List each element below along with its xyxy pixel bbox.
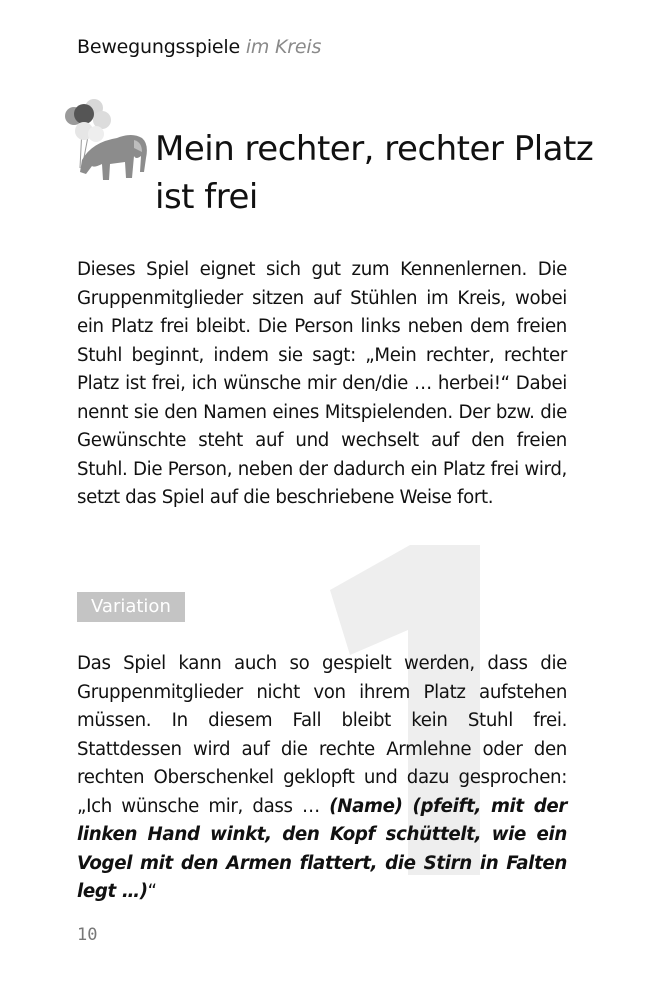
game-title: Mein rechter, rechter Platz ist frei xyxy=(155,129,594,217)
running-head-subsection: im Kreis xyxy=(245,36,322,58)
elephant-with-balloons-icon xyxy=(62,98,154,190)
variation-label: Variation xyxy=(77,592,185,622)
running-head-section: Bewegungsspiele xyxy=(77,36,240,58)
running-head xyxy=(77,36,321,58)
variation-text-end: “ xyxy=(147,881,157,902)
variation-description xyxy=(77,650,567,907)
variation-text: Das Spiel kann auch so gespielt werden, dass die Gruppenmitglieder nicht von ihrem Platz aufstehen müssen. In diesem Fall bleibt kein Stuhl frei. Stattdessen wird auf die rechte Armlehne oder den rechten Oberschenkel geklopft und dazu gesprochen: „Ich wünsche mir, dass … xyxy=(77,653,567,817)
variation-emphasis: (Name) (pfeift, mit der linken Hand winkt, den Kopf schüttelt, wie ein Vogel mit den Armen flattert, die Stirn in Falten legt …) xyxy=(77,795,567,902)
page-number: 10 xyxy=(77,925,98,945)
game-description: Dieses Spiel eignet sich gut zum Kennenlernen. Die Gruppenmitglieder sitzen auf Stühlen im Kreis, wobei ein Platz frei bleibt. Die Person links neben dem freien Stuhl beginnt, indem sie sagt: „Mein rechter, rechter Platz ist frei, ich wünsche mir den/die … herbei!“ Dabei nennt sie den Namen eines Mitspielenden. Der bzw. die Gewünschte steht auf und wechselt auf den freien Stuhl. Die Person, neben der dadurch ein Platz frei wird, setzt das Spiel auf die beschriebene Weise fort. xyxy=(77,259,567,508)
